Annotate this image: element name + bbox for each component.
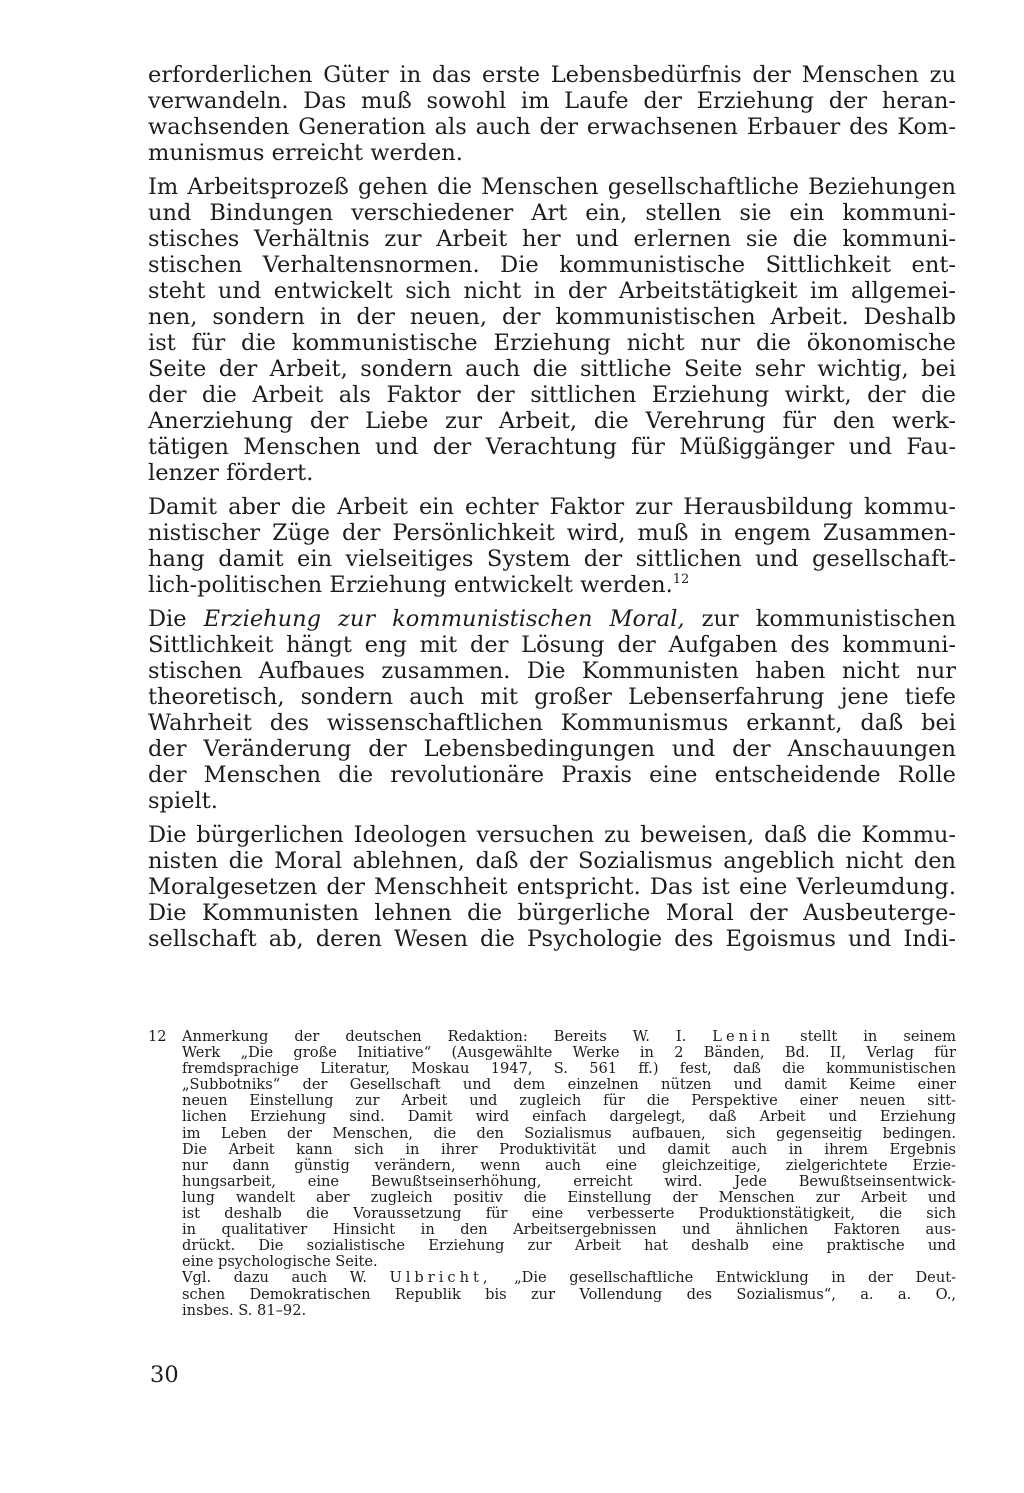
footnote-line: insbes. S. 81–92. <box>182 1301 307 1319</box>
text-line: Die Kommunisten lehnen die bürgerliche Moral der Ausbeuterge- <box>148 900 956 926</box>
text-line: stischen Verhaltensnormen. Die kommunistische Sittlichkeit ent- <box>148 252 956 278</box>
footnote-line: ist deshalb die Voraussetzung für eine verbesserte Produktionstätigkeit, die sich <box>182 1205 956 1223</box>
text-span: lich-politischen Erziehung entwickelt werden. <box>148 572 673 598</box>
text-line: Anerziehung der Liebe zur Arbeit, die Verehrung für den werk- <box>148 408 956 434</box>
text-line: der Menschen die revolutionäre Praxis eine entscheidende Rolle <box>148 762 956 788</box>
paragraph <box>148 822 956 952</box>
paragraph <box>148 606 956 814</box>
footnote-line: „Subbotniks“ der Gesellschaft und dem einzelnen nützen und damit Keime einer <box>182 1076 956 1094</box>
text-span: Die <box>148 606 187 632</box>
text-span: „Die gesellschaftliche Entwicklung in der Deut- <box>514 1269 957 1287</box>
text-line: stisches Verhältnis zur Arbeit her und erlernen sie die kommuni- <box>148 226 956 252</box>
text-line: tätigen Menschen und der Verachtung für Müßiggänger und Fau- <box>148 434 956 460</box>
text-line: sellschaft ab, deren Wesen die Psychologie des Egoismus und Indi- <box>148 926 956 952</box>
footnote-line: in qualitativer Hinsicht in den Arbeitsergebnissen und ähnlichen Faktoren aus- <box>182 1221 956 1239</box>
text-span: zur kommunistischen <box>701 606 956 632</box>
text-line: Die bürgerlichen Ideologen versuchen zu beweisen, daß die Kommu- <box>148 822 956 848</box>
footnote-reference: 12 <box>672 572 690 587</box>
text-line: und Bindungen verschiedener Art ein, stellen sie ein kommuni- <box>148 200 956 226</box>
text-line: nistischer Züge der Persönlichkeit wird, muß in engem Zusammen- <box>148 520 956 546</box>
footnote-line: fremdsprachige Literatur, Moskau 1947, S. 561 ff.) fest, daß die kommunistischen <box>182 1060 956 1078</box>
text-span: Anmerkung der deutschen Redaktion: Bereits W. I. <box>182 1028 687 1045</box>
footnote-line: Werk „Die große Initiative“ (Ausgewählte Werke in 2 Bänden, Bd. II, Verlag für <box>182 1044 956 1062</box>
footnote-line: drückt. Die sozialistische Erziehung zur Arbeit hat deshalb eine praktische und <box>182 1237 956 1255</box>
text-line: stischen Aufbaues zusammen. Die Kommunisten haben nicht nur <box>148 658 956 684</box>
footnote-line <box>182 1270 956 1286</box>
text-line: nen, sondern in der neuen, der kommunistischen Arbeit. Deshalb <box>148 304 956 330</box>
footnote-number: 12 <box>148 1028 167 1045</box>
paragraph <box>148 174 956 486</box>
text-line: Damit aber die Arbeit ein echter Faktor zur Herausbildung kommu- <box>148 494 956 520</box>
text-span: stellt in seinem <box>800 1028 956 1045</box>
text-line: der Veränderung der Lebensbedingungen und der Anschauungen <box>148 736 956 762</box>
text-line: wachsenden Generation als auch der erwachsenen Erbauer des Kom- <box>148 114 956 140</box>
footnote-line: hungsarbeit, eine Bewußtseinserhöhung, erreicht wird. Jede Bewußtseinsentwick- <box>182 1172 956 1190</box>
text-line: der die Arbeit als Faktor der sittlichen Erziehung wirkt, der die <box>148 382 956 408</box>
text-line: munismus erreicht werden. <box>148 140 463 166</box>
text-line: steht und entwickelt sich nicht in der Arbeitstätigkeit im allgemei- <box>148 278 956 304</box>
text-line: Moralgesetzen der Menschheit entspricht. Das ist eine Verleumdung. <box>148 874 956 900</box>
footnote-line: schen Demokratischen Republik bis zur Vollendung des Sozialismus“, a. a. O., <box>182 1285 956 1303</box>
footnote-line: nur dann günstig verändern, wenn auch eine gleichzeitige, zielgerichtete Erzie- <box>182 1156 956 1174</box>
text-line: nisten die Moral ablehnen, daß der Sozialismus angeblich nicht den <box>148 848 956 874</box>
emphasis-text: Erziehung zur kommunistischen Moral, <box>203 606 685 632</box>
text-line: theoretisch, sondern auch mit großer Lebenserfahrung jene tiefe <box>148 684 956 710</box>
footnote-line: lung wandelt aber zugleich positiv die Einstellung der Menschen zur Arbeit und <box>182 1188 956 1206</box>
footnote-line: eine psychologische Seite. <box>182 1253 378 1271</box>
author-name: Lenin <box>712 1028 775 1045</box>
body-text <box>148 62 956 952</box>
text-line <box>148 572 956 598</box>
paragraph <box>148 494 956 598</box>
text-line: Seite der Arbeit, sondern auch die sittliche Seite sehr wichtig, bei <box>148 356 956 382</box>
text-line: lenzer fördert. <box>148 460 314 486</box>
text-line: spielt. <box>148 788 218 814</box>
text-line <box>148 606 956 632</box>
footnote-line: neuen Einstellung zur Arbeit und zugleich für die Perspektive einer neuen sitt- <box>182 1092 956 1110</box>
text-line: ist für die kommunistische Erziehung nicht nur die ökonomische <box>148 330 956 356</box>
text-line: hang damit ein vielseitiges System der sittlichen und gesellschaft- <box>148 546 956 572</box>
text-span: Vgl. dazu auch W. <box>182 1269 367 1287</box>
text-line: Sittlichkeit hängt eng mit der Lösung der Aufgaben des kommuni- <box>148 632 956 658</box>
footnote-line: Die Arbeit kann sich in ihrer Produktivität und damit auch in ihrem Ergebnis <box>182 1140 956 1158</box>
text-line: Wahrheit des wissenschaftlichen Kommunismus erkannt, daß bei <box>148 710 956 736</box>
footnote-line: im Leben der Menschen, die den Sozialismus aufbauen, sich gegenseitig bedingen. <box>182 1124 956 1142</box>
text-line: Im Arbeitsprozeß gehen die Menschen gesellschaftliche Beziehungen <box>148 174 956 200</box>
text-line: verwandeln. Das muß sowohl im Laufe der Erziehung der heran- <box>148 88 956 114</box>
footnote-line <box>148 1028 956 1045</box>
text-line: erforderlichen Güter in das erste Lebensbedürfnis der Menschen zu <box>148 62 956 88</box>
footnote-line: lichen Erziehung sind. Damit wird einfach dargelegt, daß Arbeit und Erziehung <box>182 1108 956 1126</box>
page-number: 30 <box>150 1362 179 1388</box>
paragraph <box>148 62 956 166</box>
footnote <box>148 1029 956 1319</box>
author-name: Ulbricht, <box>389 1269 492 1287</box>
